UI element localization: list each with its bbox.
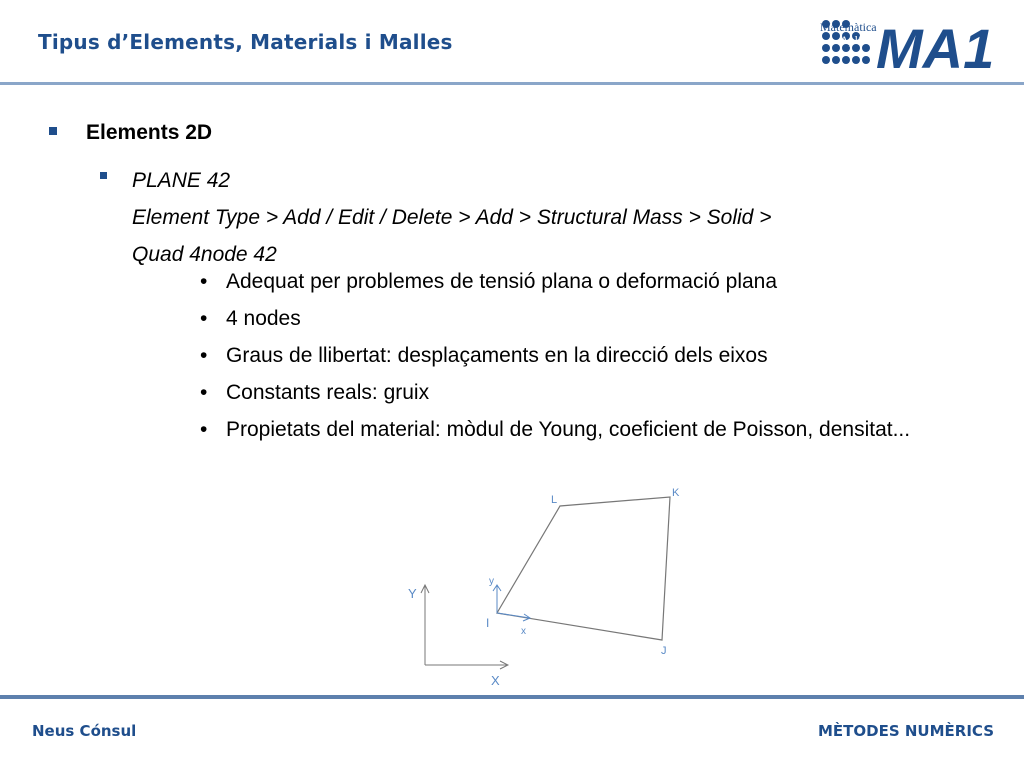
page-title: Tipus d’Elements, Materials i Malles [38,30,453,54]
square-bullet-icon [49,127,57,135]
local-axis-x-label: x [521,626,526,637]
global-axes [421,585,508,669]
logo-text-line1: Matemàtica [820,20,877,34]
section-heading: Elements 2D [86,121,213,144]
global-axis-y-label: Y [408,586,417,601]
logo-letters: MA1 [876,17,995,72]
footer-author: Neus Cónsul [32,722,137,740]
list-item: • Graus de llibertat: desplaçaments en la direcció dels eixos [200,344,768,367]
element-name: PLANE 42 [132,169,231,192]
quad-element-outline [497,497,670,640]
menu-path-line1: Element Type > Add / Edit / Delete > Add > Structural Mass > Solid > [132,206,772,229]
property-list [198,270,978,455]
list-item: • 4 nodes [200,307,301,330]
node-label-j: J [661,645,667,657]
list-item: • Constants reals: gruix [200,381,430,404]
node-label-i: I [486,616,490,630]
list-item: • Adequat per problemes de tensió plana o deformació plana [200,270,778,293]
logo-text-line2: Aplicada [840,33,884,47]
footer-course: MÈTODES NUMÈRICS [817,722,994,740]
local-axis-y-label: y [489,576,494,587]
list-item: • Propietats del material: mòdul de Young, coeficient de Poisson, densitat... [200,418,911,441]
header-divider [0,82,1024,85]
footer-divider [0,695,1024,699]
node-label-l: L [551,494,558,506]
ma1-logo [818,14,998,72]
plane42-element-diagram [400,485,700,690]
node-label-k: K [672,487,680,499]
global-axis-x-label: X [491,673,500,688]
element-description [132,162,771,273]
local-axes [493,585,530,621]
menu-path-line2: Quad 4node 42 [132,243,277,266]
square-bullet-icon [100,172,107,179]
